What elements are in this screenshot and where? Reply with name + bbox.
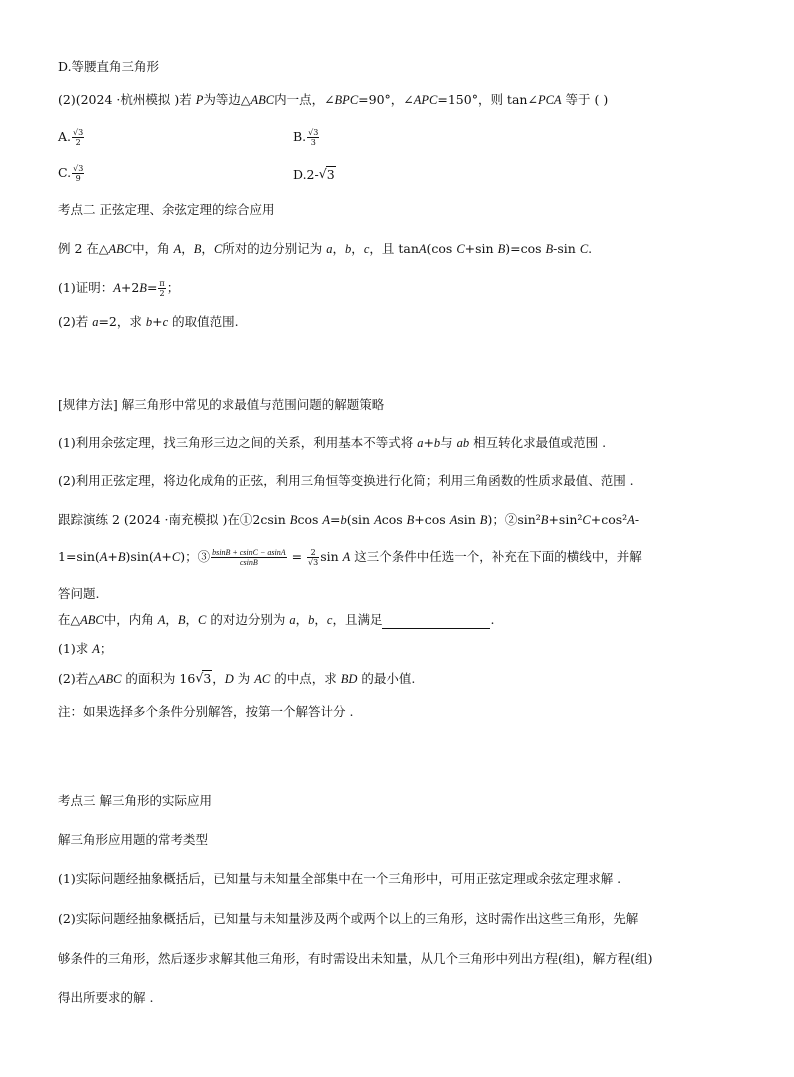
ask2-radicand: 3 — [203, 671, 212, 686]
option-b-label: B. — [293, 129, 307, 144]
method1-text-1: (1)利用余弦定理，找三角形三边之间的关系，利用基本不等式将 — [58, 435, 418, 450]
ex2-var-a2: A — [418, 242, 427, 256]
ask1-text: (1)求 — [58, 641, 89, 656]
method-title: [规律方法] 解三角形中常见的求最值与范围问题的解题策略 — [58, 397, 385, 412]
track-var-b2: B — [406, 513, 415, 527]
track2-coef-denominator: √3 — [308, 558, 319, 567]
track2-eq: = — [287, 549, 307, 564]
track2-fraction-numerator: bsinB + csinC − asinA — [212, 548, 286, 557]
proof-fraction — [158, 279, 165, 298]
option-c — [58, 164, 85, 183]
example-2: 例 2 在△ABC中，角 A，B，C所对的边分别记为 a，b，c，且 tanA(cos C+sin B)=cos B-sin C. — [58, 241, 593, 256]
q2b-prefix: (2)若 — [58, 314, 89, 329]
q2b-var-c: c — [162, 315, 169, 329]
type-2-line-1: (2)实际问题经抽象概括后，已知量与未知量涉及两个或两个以上的三角形，这时需作出这些三角形，先解 — [58, 911, 639, 926]
ex2-text-7: )=cos — [505, 241, 542, 256]
option-b-fraction — [307, 128, 319, 147]
track-practice-line-3: 答问题. — [58, 586, 100, 601]
proof-denominator: 2 — [159, 289, 165, 298]
question-part-2 — [58, 313, 239, 331]
proof-numerator: π — [159, 279, 165, 288]
q2-angle-apc: APC — [413, 93, 438, 107]
track2-text-4: )；③ — [180, 549, 211, 564]
track2-text-2: )sin( — [125, 549, 154, 564]
method1-var-b: b — [433, 436, 441, 450]
type-1: (1)实际问题经抽象概括后，已知量与未知量全部集中在一个三角形中，可用正弦定理或余弦定理求解 . — [58, 871, 622, 886]
ask2-point-d: D — [224, 672, 234, 686]
track-var-a4: A — [627, 513, 635, 527]
q2-triangle: ABC — [250, 93, 275, 107]
type-2-line-3: 得出所要求的解 . — [58, 990, 154, 1005]
section-kaodian-2: 考点二 正弦定理、余弦定理的综合应用 — [58, 202, 275, 217]
q2-text-3: =90°，∠ — [358, 92, 414, 107]
track2-var-c: C — [171, 550, 181, 564]
option-c-numerator: √3 — [73, 164, 84, 173]
ex2-var-c1: C — [213, 242, 223, 256]
proof-eq: = — [146, 280, 158, 295]
track-text-1: 跟踪演练 2 (2024 ·南充模拟 )在①2csin — [58, 512, 286, 527]
track-var-a3: A — [449, 513, 458, 527]
answer-blank[interactable] — [382, 615, 490, 629]
ask-part-1 — [58, 640, 112, 658]
track2-text-3: + — [161, 549, 172, 564]
track-var-b4: B — [540, 513, 549, 527]
track-text-10: +cos² — [590, 512, 628, 527]
method-1 — [58, 434, 606, 452]
ask1-end: ； — [99, 641, 113, 656]
ex2-var-b3: B — [545, 242, 554, 256]
ex2-var-b2: B — [497, 242, 506, 256]
track2-fraction-denominator: csinB — [239, 558, 258, 567]
ask2-text-4: 为 — [237, 671, 251, 686]
option-a-label: A. — [58, 129, 72, 144]
track-text-4: (sin — [346, 512, 371, 527]
q2b-text-2: 的取值范围. — [172, 314, 239, 329]
option-d-radicand: 3 — [326, 167, 335, 182]
proof-prefix: (1)证明： — [58, 280, 114, 295]
triangle-text-2: 中，内角 — [103, 612, 154, 627]
triangle-text-1: 在△ — [58, 612, 81, 627]
ask-part-2 — [58, 670, 415, 688]
method1-var-a: a — [417, 436, 424, 450]
q2-text-2: 内一点，∠ — [274, 92, 335, 107]
proof-plus: +2 — [120, 280, 140, 295]
track2-var-a3: A — [342, 550, 351, 564]
ex2-text-4: ，且 tan — [369, 241, 419, 256]
ask2-text-2: 的面积为 16 — [125, 671, 196, 686]
ex2-text-1: 例 2 在△ — [58, 241, 109, 256]
ex2-text-3: 所对的边分别记为 — [222, 241, 323, 256]
method-2: (2)利用正弦定理，将边化成角的正弦，利用三角恒等变换进行化简；利用三角函数的性质求最值、范围 . — [58, 473, 634, 488]
method1-text-2: 与 — [440, 435, 453, 450]
track2-var-b: B — [117, 550, 126, 564]
track-text-3: = — [330, 512, 341, 527]
ask2-segment-ac: AC — [254, 672, 271, 686]
note: 注：如果选择多个条件分别解答，按第一个解答计分 . — [58, 704, 354, 719]
triangle-var-b: B — [177, 613, 186, 627]
track2-coef-numerator: 2 — [307, 548, 319, 558]
track-text-7: sin — [457, 512, 476, 527]
track2-text-5: sin — [320, 549, 339, 564]
track-text-2: cos — [297, 512, 319, 527]
triangle-text-3: 的对边分别为 — [210, 612, 286, 627]
ex2-side-c: c — [363, 242, 370, 256]
ex2-text-2: 中，角 — [132, 241, 170, 256]
q2-prefix: (2)(2024 ·杭州模拟 )若 — [58, 92, 192, 107]
track2-var-a1: A — [99, 550, 108, 564]
q2-text-1: 为等边△ — [203, 92, 251, 107]
track-practice-line-2 — [58, 548, 642, 567]
ex2-triangle: ABC — [108, 242, 133, 256]
triangle-var-c: C — [198, 613, 207, 627]
option-d-sqrt — [319, 166, 336, 184]
triangle-var-a: A — [157, 613, 166, 627]
q2-angle-bpc: BPC — [334, 93, 359, 107]
ex2-text-8: -sin — [553, 241, 576, 256]
track-var-a2: A — [374, 513, 382, 527]
q2b-var-a: a — [92, 315, 99, 329]
ex2-text-6: +sin — [464, 241, 494, 256]
ask1-var-a: A — [92, 642, 100, 656]
option-a-denominator: 2 — [75, 138, 81, 147]
ex2-side-a: a — [326, 242, 333, 256]
q2b-var-b: b — [145, 315, 153, 329]
q2-text-4: =150°，则 tan∠ — [437, 92, 538, 107]
ex2-var-b1: B — [193, 242, 202, 256]
option-b-numerator: √3 — [308, 128, 319, 137]
triangle-text-4: ，且满足 — [332, 612, 383, 627]
track-text-6: +cos — [414, 512, 446, 527]
proof-var-a: A — [113, 281, 121, 295]
track-text-5: cos — [381, 512, 403, 527]
track-text-11: - — [634, 512, 640, 527]
ex2-end: . — [588, 241, 593, 256]
proof-part-1 — [58, 279, 179, 298]
ex2-side-b: b — [345, 242, 352, 256]
option-c-fraction — [72, 164, 84, 183]
triangle-end: . — [490, 612, 495, 627]
ask2-text-5: 的中点，求 — [274, 671, 337, 686]
track-var-b1: B — [289, 513, 298, 527]
method1-var-ab: ab — [456, 436, 470, 450]
triangle-side-b: b — [308, 613, 315, 627]
option-a-numerator: √3 — [73, 128, 84, 137]
option-c-label: C. — [58, 165, 72, 180]
track-var-a1: A — [322, 513, 331, 527]
question-2 — [58, 91, 608, 109]
ex2-var-c2: C — [456, 242, 465, 256]
ex2-var-a1: A — [173, 242, 182, 256]
track-var-c: C — [582, 513, 591, 527]
option-d-label: D.2- — [293, 167, 319, 182]
option-b-denominator: 3 — [310, 138, 316, 147]
proof-var-b: B — [139, 281, 147, 295]
q2b-text-1: =2，求 — [98, 314, 142, 329]
option-a-fraction — [72, 128, 84, 147]
q2-text-5: 等于 ( ) — [565, 92, 609, 107]
option-b — [293, 128, 320, 147]
ex2-text-5: (cos — [426, 241, 453, 256]
track2-condition-fraction — [211, 548, 286, 567]
track-practice-line-1 — [58, 511, 639, 529]
method1-text-3: 相互转化求最值或范围 . — [473, 435, 607, 450]
method1-plus: + — [423, 435, 434, 450]
types-title: 解三角形应用题的常考类型 — [58, 832, 209, 847]
track-var-b3: B — [479, 513, 488, 527]
triangle-conditions: 在△ABC中，内角 A，B，C 的对边分别为 a，b，c，且满足 . — [58, 612, 495, 627]
ask2-segment-bd: BD — [340, 672, 358, 686]
track2-text-6: 这三个条件中任选一个，补充在下面的横线中，并解 — [354, 549, 642, 564]
option-a — [58, 128, 85, 147]
ask2-sqrt — [195, 670, 212, 688]
q2-point-p: P — [195, 93, 204, 107]
track2-text-1: 1=sin( — [58, 549, 100, 564]
ask2-text-3: ， — [212, 671, 225, 686]
type-2-line-2: 够条件的三角形，然后逐步求解其他三角形，有时需设出未知量，从几个三角形中列出方程(组)，解方程(组) — [58, 951, 653, 966]
q2b-plus: + — [152, 314, 163, 329]
triangle-name: ABC — [80, 613, 104, 627]
ex2-var-c3: C — [579, 242, 589, 256]
section-kaodian-3: 考点三 解三角形的实际应用 — [58, 793, 212, 808]
track-var-b-side: b — [340, 513, 347, 527]
triangle-side-a: a — [289, 613, 296, 627]
option-d — [293, 166, 336, 184]
proof-end: ； — [166, 280, 180, 295]
q2-angle-pca: PCA — [537, 93, 562, 107]
track-text-8: )；②sin² — [487, 512, 541, 527]
ask2-text-6: 的最小值. — [361, 671, 416, 686]
option-c-denominator: 9 — [75, 174, 81, 183]
triangle-side-c: c — [326, 613, 333, 627]
track2-coef-fraction — [307, 548, 319, 567]
option-d-previous: D.等腰直角三角形 — [58, 59, 160, 74]
track2-var-a2: A — [153, 550, 162, 564]
track2-plus: + — [107, 549, 118, 564]
track-text-9: +sin² — [548, 512, 583, 527]
ask2-text-1: (2)若△ — [58, 671, 98, 686]
ask2-triangle: ABC — [97, 672, 122, 686]
